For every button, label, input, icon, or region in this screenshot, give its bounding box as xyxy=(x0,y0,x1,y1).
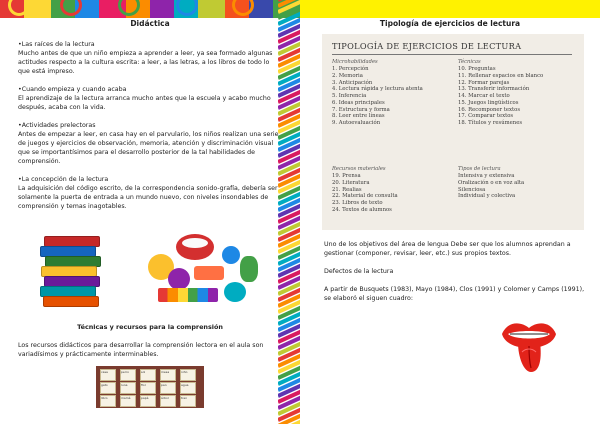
book-stack-image xyxy=(40,236,98,306)
right-page xyxy=(300,0,600,424)
table-item: 11. Rellenar espacios en blanco xyxy=(458,72,544,79)
section-text: Mucho antes de que un niño empieza a aprender a leer, ya sea formado algunas actitudes respecto a la cultura escrita: a leer, a las letras, a los libros de todo lo que está impreso. xyxy=(18,50,273,75)
table-item: 24. Textos de alumnos xyxy=(332,206,392,213)
section-title: •La concepción de la lectura xyxy=(18,176,109,183)
word-card: mamá xyxy=(120,395,136,407)
table-item: 9. Autoevaluación xyxy=(332,120,381,126)
section-title: •Cuando empieza y cuando acaba xyxy=(18,86,127,93)
column-heading: Tipos de lectura xyxy=(458,166,501,172)
table-item: 7. Estructura y forma xyxy=(332,106,390,113)
word-card: papá xyxy=(140,395,156,407)
page-title: Didáctica xyxy=(130,19,170,28)
word-cards-image xyxy=(96,366,204,408)
table-item: 14. Marcar el texto xyxy=(458,93,510,99)
table-item: Intensiva y extensiva xyxy=(458,173,515,179)
table-item: 22. Material de consulta xyxy=(332,193,398,200)
table-item: 12. Formar parejas xyxy=(458,79,510,86)
reading-exercises-table xyxy=(322,34,584,230)
word-card: libro xyxy=(100,395,116,407)
paragraph: A partir de Busquets (1983), Mayo (1984), Clos (1991) y Colomer y Camps (1991), se elaboró el siguen cuadro: xyxy=(324,286,585,302)
divider xyxy=(332,54,572,55)
section-heading: Técnicas y recursos para la comprensión xyxy=(77,323,223,331)
table-item: 15. Juegos lingüísticos xyxy=(458,99,519,106)
table-item: 23. Libros de texto xyxy=(332,200,383,206)
table-item: 17. Comparar textos xyxy=(458,113,514,120)
section-title: •Las raíces de la lectura xyxy=(18,41,95,48)
word-card: mesa xyxy=(160,369,176,381)
resources-text: Los recursos didácticos para desarrollar la comprensión lectora en el aula son variadísimos y prácticamente interminables. xyxy=(18,342,264,358)
word-card: pan xyxy=(160,382,176,394)
column-heading: Recursos materiales xyxy=(332,166,386,172)
table-item: 13. Transferir información xyxy=(458,86,530,93)
section-prereading xyxy=(18,121,280,166)
illustrations xyxy=(40,232,270,312)
reading-types-list xyxy=(458,173,524,200)
section-when xyxy=(18,85,280,112)
table-item: 3. Anticipación xyxy=(332,79,373,86)
word-card: perro xyxy=(120,369,136,381)
decorative-banner xyxy=(0,0,300,18)
tongue-lips-image xyxy=(498,318,560,374)
table-item: 19. Prensa xyxy=(332,173,361,179)
paragraph: Uno de los objetivos del área de lengua Debe ser que los alumnos aprendan a gestionar (componer, revisar, leer, etc.) sus propios textos. xyxy=(324,241,571,257)
table-item: Silenciosa xyxy=(458,186,486,193)
word-card: tren xyxy=(180,395,196,407)
word-card: casa xyxy=(100,369,116,381)
page-title: Tipología de ejercicios de lectura xyxy=(379,19,521,28)
section-text: El aprendizaje de la lectura arranca mucho antes que la escuela y acabo mucho después, acaba con la vida. xyxy=(18,95,271,111)
word-card: agua xyxy=(180,382,196,394)
table-item: Oralización o en voz alta xyxy=(458,179,525,186)
table-item: 16. Recomponer textos xyxy=(458,106,521,113)
techniques-list xyxy=(458,66,543,127)
column-heading: Microhabilidades xyxy=(332,59,378,65)
section-roots xyxy=(18,40,280,76)
header-band xyxy=(300,0,600,18)
microskills-list xyxy=(332,66,423,127)
table-title: TIPOLOGÍA DE EJERCICIOS DE LECTURA xyxy=(332,41,522,51)
word-card: niño xyxy=(180,369,196,381)
right-text xyxy=(324,240,586,312)
table-item: 8. Leer entre líneas xyxy=(332,113,385,120)
word-card: flor xyxy=(140,382,156,394)
table-item: 10. Preguntas xyxy=(458,66,496,72)
section-text: Antes de empezar a leer, en casa hay en el parvulario, los niños realizan una serie de juegos y ejercicios de observación, memoria, atención y discriminación visual que se importantísimos para el desarrollo posterior de la tal habilidades de comprensión. xyxy=(18,131,279,165)
table-item: 2. Memoria xyxy=(332,72,363,79)
section-title: •Actividades prelectoras xyxy=(18,122,96,129)
table-item: 18. Títulos y resúmenes xyxy=(458,120,523,126)
column-heading: Técnicas xyxy=(458,59,481,65)
table-item: Individual y colectiva xyxy=(458,193,516,200)
word-card: luna xyxy=(120,382,136,394)
table-item: 20. Literatura xyxy=(332,179,370,186)
didactica-sections xyxy=(18,40,280,220)
table-item: 4. Lectura rápida y lectura atenta xyxy=(332,86,423,93)
section-text: La adquisición del código escrito, de la correspondencia sonido-grafía, debería ser solamente la puerta de entrada a un mundo nuevo, con niveles insondables de comprensión y temas inagotables. xyxy=(18,185,278,210)
table-item: 5. Inferencia xyxy=(332,93,367,99)
section-conception xyxy=(18,175,280,211)
table-item: 1. Percepción xyxy=(332,66,369,72)
word-card: gato xyxy=(100,382,116,394)
word-card: sol xyxy=(140,369,156,381)
table-item: 21. Realias xyxy=(332,186,362,193)
paragraph: Defectos de la lectura xyxy=(324,268,394,275)
materials-list xyxy=(332,173,398,214)
table-item: 6. Ideas principales xyxy=(332,99,385,106)
word-card: árbol xyxy=(160,395,176,407)
toys-image xyxy=(148,232,260,306)
